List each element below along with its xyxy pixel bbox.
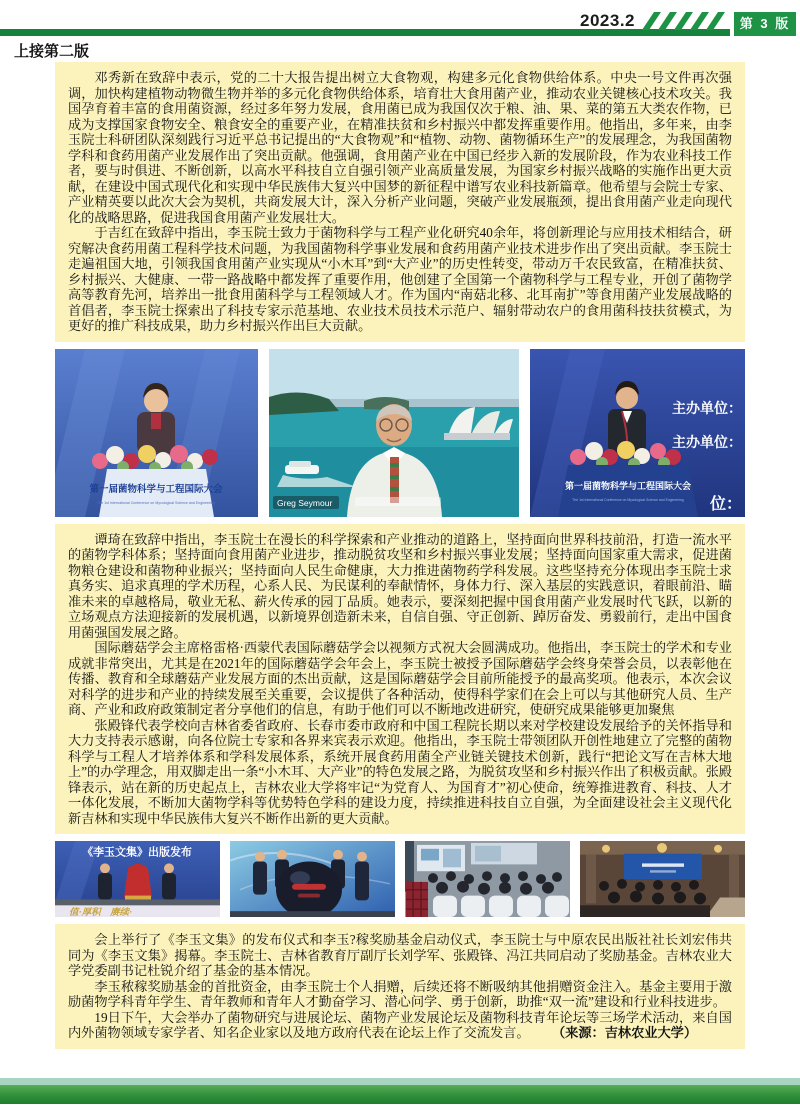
page-header (0, 0, 800, 40)
source-credit: （来源：吉林农业大学） (558, 1025, 698, 1040)
page-footer (0, 1078, 800, 1104)
svg-text:位：: 位： (709, 495, 742, 513)
svg-text:The 1st International Conferen: The 1st International Conference on Mycological Science and Engineering (96, 500, 216, 505)
paragraph: 邓秀新在致辞中表示，党的二十大报告提出树立大食物观，构建多元化食物供给体系。中央一号文件再次强调，加快构建植物动物微生物并举的多元化食物供给体系，培育壮大食用菌产业，推动农业关键核心技术攻关。我国孕育着丰富的食用菌资源，经过多年努力发展，食用菌已成为我国仅次于粮、油、果、菜的第五大类农作物，已成为支撑国家食物安全、粮食安全的重要产业，在精准扶贫和乡村振兴中都发挥重要作用。他指出，多年来，由李玉院士科研团队深刻践行习近平总书记提出的“大食物观”和“植物、动物、菌物循环生产”的发展理念，为我国菌物学科和食药用菌产业发展作出了突出贡献。他强调，食用菌产业在中国已经步入新的发展阶段，作为农业科技工作者，要与时俱进、不断创新，以高水平科技自立自强引领产业高质量发展，为国家乡村振兴战略的实施作出更大贡献，在建设中国式现代化和实现中华民族伟大复兴中国梦的新征程中谱写农业科技新篇章。他希望与会院士专家、产业精英要以此次大会为契机，共商发展大计，深入分析产业问题，突破产业发展瓶颈，提出食用菌产业走向现代化的战略思路，促进我国食用菌产业发展壮大。 (68, 70, 732, 225)
photo-conference-speaker-male (530, 349, 745, 517)
paragraph: 会上举行了《李玉文集》的发布仪式和李玉?稼奖励基金启动仪式，李玉院士与中原农民出版社社长刘宏伟共同为《李玉文集》揭幕。李玉院士、吉林省教育厅副厅长刘学军、张殿锋、冯江共同启动了奖励基金。吉林农业大学党委副书记杜锐介绍了基金的基本情况。 (68, 932, 732, 978)
article-content (55, 62, 745, 1049)
svg-text:Greg Seymour: Greg Seymour (277, 497, 333, 508)
svg-text:主办单位：: 主办单位： (672, 433, 742, 450)
chair-backs (433, 896, 569, 917)
text-block-3 (55, 924, 745, 1049)
photo-row-2 (55, 841, 745, 917)
text-block-2 (55, 524, 745, 835)
photo-conference-speaker-female (55, 349, 258, 517)
continuation-note: 上接第二版 (14, 43, 90, 60)
svg-text:第一届菌物科学与工程国际大会: 第一届菌物科学与工程国际大会 (89, 483, 223, 495)
svg-text:第一届菌物科学与工程国际大会: 第一届菌物科学与工程国际大会 (564, 480, 692, 491)
paragraph (68, 1010, 732, 1041)
issue-date: 2023.2 (580, 11, 635, 30)
paragraph-text: 19日下午，大会举办了菌物研究与进展论坛、菌物产业发展论坛及菌物科技青年论坛等三场学术活动，来自国内外菌物领域专家学者、知名企业家以及地方政府代表在论坛上作了交流发言。 (68, 1009, 732, 1040)
photo-forum-hall (580, 841, 745, 917)
photo-video-address-greg-seymour (269, 349, 519, 517)
svg-text:主办单位：: 主办单位： (672, 399, 742, 416)
photo-row-1 (55, 349, 745, 517)
paragraph: 张殿锋代表学校向吉林省委省政府、长春市委市政府和中国工程院长期以来对学校建设发展给予的关怀指导和大力支持表示感谢，向各位院士专家和各界来宾表示欢迎。他指出，李玉院士带领团队开创性地建立了完整的菌物科学与工程人才培养体系和学科发展体系，系统开展食药用菌全产业链关键技术创新，践行“把论文写在吉林大地上”的办学理念，用双脚走出一条“小木耳、大产业”的特色发展之路，为脱贫攻坚和乡村振兴作出了积极贡献。张殿锋表示，站在新的历史起点上，吉林农业大学将牢记“为党育人、为国育才”初心使命，统筹推进教育、科技、人才一体化发展，不断加大菌物学科等优势特色学科的建设力度，持续推进科技自立自强，为全面建设社会主义现代化新吉林和实现中华民族伟大复兴不断作出新的更大贡献。 (68, 717, 732, 826)
paragraph: 谭琦在致辞中指出，李玉院士在漫长的科学探索和产业推动的道路上，坚持面向世界科技前沿，打造一流水平的菌物学科体系；坚持面向食用菌产业进步，推动脱贫攻坚和乡村振兴事业发展；坚持面向国家重大需求，促进菌物粮仓建设和菌物种业振兴；坚持面向人民生命健康，大力推进菌物药学科发展。这些坚持充分体现出李玉院士求真务实、追求真理的学术历程，心系人民、为民谋利的奉献情怀，身体力行、深入基层的实践意识，着眼前沿、瞄准未来的卓越格局，敬业无私、薪火传承的园丁品质。她表示，要深刻把握中国食用菌产业发展时代飞跃，以新的立场观点方法迎接新的发展机遇，以新境界创造新未来，自信自强、守正创新、踔厉奋发、勇毅前行，走出中国食用菌强国发展之路。 (68, 531, 732, 640)
svg-text:The 1st International Conferen: The 1st International Conference on Mycological Science and Engineering (572, 497, 684, 502)
page-number-badge: 第 3 版 (734, 12, 796, 36)
footer-light-strip (0, 1078, 800, 1085)
text-block-1 (55, 62, 745, 342)
footer-green-bar (0, 1085, 800, 1104)
svg-text:《李玉文集》出版发布: 《李玉文集》出版发布 (82, 846, 192, 859)
svg-text:值·厚积 赓续·: 值·厚积 赓续· (69, 907, 133, 917)
paragraph: 国际蘑菇学会主席格雷格·西蒙代表国际蘑菇学会以视频方式祝大会圆满成功。他指出，李玉院士的学术和专业成就非常突出，尤其是在2021年的国际蘑菇学会年会上，李玉院士被授予国际蘑菇学会终身荣誉会员，以表彰他在传播、教育和全球蘑菇产业发展方面的杰出贡献，这是国际蘑菇学会目前所能授予的最高奖项。他表示，本次会议对科学的进步和产业的持续发展至关重要，会议提供了各种活动，使得科学家们在会上可以与其他研究人员、生产商、产业和政府政策制定者分享他们的信息，有助于他们可以不断地改进研究，使研究成果能够更加聚焦 (68, 640, 732, 717)
photo-forum-audience (405, 841, 570, 917)
diagonal-stripes-icon (642, 12, 728, 30)
photo-fund-launch-ceremony (230, 841, 395, 917)
paragraph: 李玉秾稼奖励基金的首批资金，由李玉院士个人捐赠，后续还将不断吸纳其他捐赠资金注入。基金主要用于激励菌物学科青年学生、青年教师和青年人才勤奋学习、潜心问学、勇于创新，助推“双一流”建设和行业科技进步。 (68, 978, 732, 1009)
paragraph: 于吉红在致辞中指出，李玉院士致力于菌物科学与工程产业化研究40余年，将创新理论与应用技术相结合，研究解决食药用菌工程科学技术问题，为我国菌物科学事业发展和食药用菌产业技术进步作出了突出贡献。李玉院士走遍祖国大地，引领我国食用菌产业实现从“小木耳”到“大产业”的历史性转变，带动万千农民致富，在精准扶贫、乡村振兴、大健康、一带一路战略中都发挥了重要作用，他创建了全国第一个菌物科学与工程专业，开创了菌物学高等教育先河，培养出一批食用菌科学与工程领域人才。作为国内“南菇北移、北耳南扩”等食用菌产业发展战略的首倡者，李玉院士探索出了科技专家示范基地、农业技术员技术示范户、辐射带动农户的食用菌科技扶贫模式，为更好的推广科技成果，助力乡村振兴作出巨大贡献。 (68, 225, 732, 333)
photo-book-launch-ceremony (55, 841, 220, 917)
